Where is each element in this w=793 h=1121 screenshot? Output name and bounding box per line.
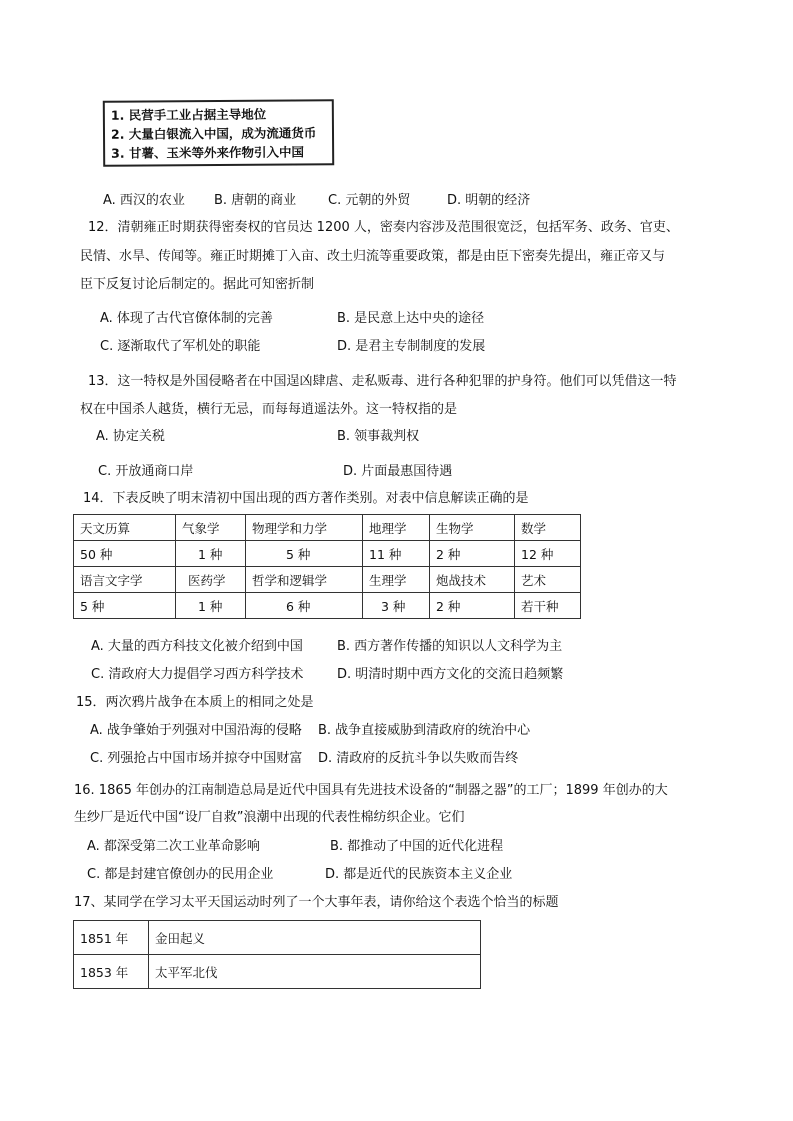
q13-option-c[interactable]: C. 开放通商口岸 xyxy=(98,464,194,479)
table-row xyxy=(74,955,481,989)
q12-stem-line: 民情、水旱、传闻等。雍正时期摊丁入亩、改土归流等重要政策，都是由臣下密奏先提出，雍正帝又与 xyxy=(80,249,666,264)
q15-stem: 15．两次鸦片战争在本质上的相同之处是 xyxy=(76,695,314,710)
q11-option-b[interactable]: B. 唐朝的商业 xyxy=(214,193,297,208)
q12-option-b[interactable]: B. 是民意上达中央的途径 xyxy=(337,311,485,326)
q16-stem-line: 16. 1865 年创办的江南制造总局是近代中国具有先进技术设备的“制器之器”的工厂；1899 年创办的大 xyxy=(74,783,668,798)
q17-stem: 17、某同学在学习太平天国运动时列了一个大事年表，请你给这个表选个恰当的标题 xyxy=(74,895,559,910)
q13-stem-line: 权在中国杀人越货，横行无忌，而每每逍遥法外。这一特权指的是 xyxy=(80,402,458,417)
table-cell: 气象学 xyxy=(176,515,246,541)
table-row xyxy=(74,593,581,619)
q12-option-a[interactable]: A. 体现了古代官僚体制的完善 xyxy=(100,311,273,326)
table-cell: 2 种 xyxy=(430,593,515,619)
table-cell: 医药学 xyxy=(176,567,246,593)
table-cell: 哲学和逻辑学 xyxy=(246,567,363,593)
q11-option-d[interactable]: D. 明朝的经济 xyxy=(447,193,531,208)
q17-table xyxy=(73,920,481,989)
q11-option-a[interactable]: A. 西汉的农业 xyxy=(103,193,185,208)
table-cell: 天文历算 xyxy=(74,515,176,541)
table-cell: 12 种 xyxy=(515,541,581,567)
q14-option-a[interactable]: A. 大量的西方科技文化被介绍到中国 xyxy=(91,639,303,654)
q16-stem-line: 生纱厂是近代中国“设厂自救”浪潮中出现的代表性棉纺织企业。它们 xyxy=(74,810,465,825)
table-cell: 5 种 xyxy=(74,593,176,619)
table-cell: 语言文字学 xyxy=(74,567,176,593)
q16-option-a[interactable]: A. 都深受第二次工业革命影响 xyxy=(87,839,260,854)
q14-table xyxy=(73,514,581,619)
table-cell: 炮战技术 xyxy=(430,567,515,593)
material-box xyxy=(103,99,334,167)
table-cell: 1851 年 xyxy=(74,921,149,955)
table-cell: 艺术 xyxy=(515,567,581,593)
table-cell: 2 种 xyxy=(430,541,515,567)
table-cell: 11 种 xyxy=(363,541,430,567)
q15-option-b[interactable]: B. 战争直接威胁到清政府的统治中心 xyxy=(318,723,531,738)
q11-option-c[interactable]: C. 元朝的外贸 xyxy=(328,193,411,208)
table-cell: 50 种 xyxy=(74,541,176,567)
q15-option-d[interactable]: D. 清政府的反抗斗争以失败而告终 xyxy=(318,751,519,766)
table-cell: 若干种 xyxy=(515,593,581,619)
q12-option-c[interactable]: C. 逐渐取代了军机处的职能 xyxy=(100,339,261,354)
q14-option-b[interactable]: B. 西方著作传播的知识以人文科学为主 xyxy=(337,639,563,654)
table-cell: 1853 年 xyxy=(74,955,149,989)
q16-option-d[interactable]: D. 都是近代的民族资本主义企业 xyxy=(325,867,513,882)
table-cell: 生理学 xyxy=(363,567,430,593)
q12-stem-line: 臣下反复讨论后制定的。据此可知密折制 xyxy=(80,277,315,292)
q15-option-a[interactable]: A. 战争肇始于列强对中国沿海的侵略 xyxy=(90,723,302,738)
material-item: 2. 大量白银流入中国，成为流通货币 xyxy=(110,125,317,142)
q16-option-b[interactable]: B. 都推动了中国的近代化进程 xyxy=(330,839,504,854)
q15-option-c[interactable]: C. 列强抢占中国市场并掠夺中国财富 xyxy=(90,751,303,766)
q14-stem: 14．下表反映了明末清初中国出现的西方著作类别。对表中信息解读正确的是 xyxy=(83,491,529,506)
q12-stem-line: 12．清朝雍正时期获得密奏权的官员达 1200 人，密奏内容涉及范围很宽泛，包括军务、政务、官吏、 xyxy=(88,220,679,235)
table-cell: 物理学和力学 xyxy=(246,515,363,541)
q13-option-b[interactable]: B. 领事裁判权 xyxy=(337,429,420,444)
table-cell: 生物学 xyxy=(430,515,515,541)
q13-option-d[interactable]: D. 片面最惠国待遇 xyxy=(343,464,453,479)
table-cell: 5 种 xyxy=(246,541,363,567)
material-item: 3. 甘薯、玉米等外来作物引入中国 xyxy=(111,144,304,161)
table-cell: 6 种 xyxy=(246,593,363,619)
table-row xyxy=(74,567,581,593)
table-row xyxy=(74,515,581,541)
table-cell: 1 种 xyxy=(176,593,246,619)
table-cell: 太平军北伐 xyxy=(149,955,481,989)
table-cell: 1 种 xyxy=(176,541,246,567)
q12-option-d[interactable]: D. 是君主专制制度的发展 xyxy=(337,339,486,354)
q16-option-c[interactable]: C. 都是封建官僚创办的民用企业 xyxy=(87,867,274,882)
q13-stem-line: 13．这一特权是外国侵略者在中国逞凶肆虐、走私贩毒、进行各种犯罪的护身符。他们可以凭借这一特 xyxy=(88,374,677,389)
q14-option-c[interactable]: C. 清政府大力提倡学习西方科学技术 xyxy=(91,667,304,682)
table-cell: 金田起义 xyxy=(149,921,481,955)
table-row xyxy=(74,541,581,567)
material-item: 1. 民营手工业占据主导地位 xyxy=(110,106,267,123)
table-row xyxy=(74,921,481,955)
q13-option-a[interactable]: A. 协定关税 xyxy=(96,429,165,444)
table-cell: 数学 xyxy=(515,515,581,541)
table-cell: 3 种 xyxy=(363,593,430,619)
table-cell: 地理学 xyxy=(363,515,430,541)
q14-option-d[interactable]: D. 明清时期中西方文化的交流日趋频繁 xyxy=(337,667,564,682)
